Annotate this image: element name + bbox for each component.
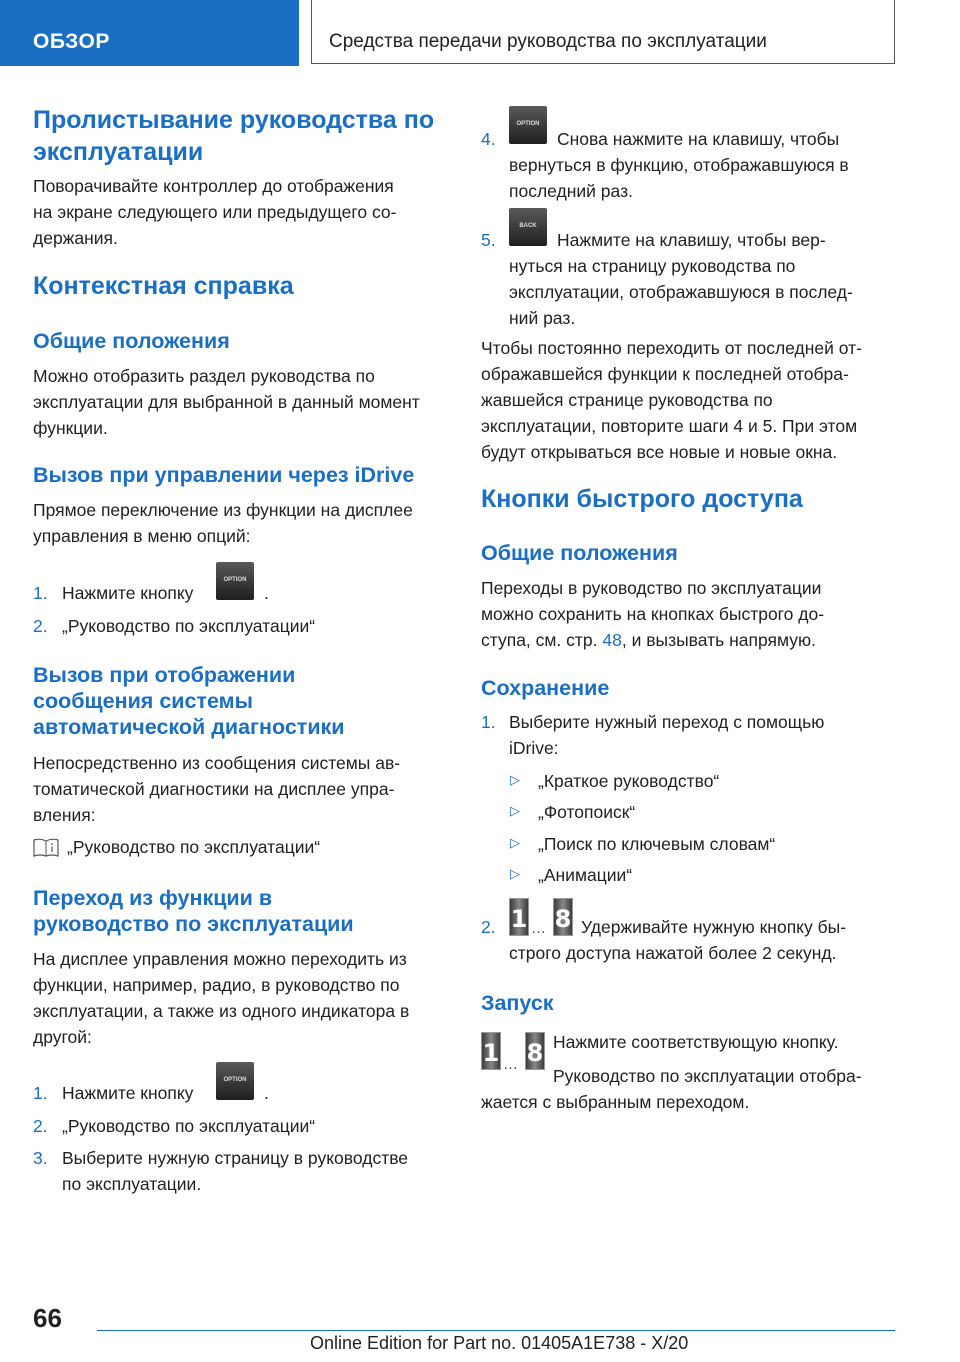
step-text: Снова нажмите на клавишу, чтобы [557,129,840,149]
triangle-right-icon: ▷ [510,772,520,787]
heading-scroll [33,104,434,168]
page-number: 66 [33,1303,62,1333]
step-text: Нажмите кнопку [62,583,194,603]
step-text: строго доступа нажатой более 2 секунд. [509,943,837,963]
paragraph-scroll [33,173,396,251]
ellipsis: … [531,920,546,937]
text-line: Переходы в руководство по эксплуатации [481,578,822,598]
text-line: другой: [33,1027,92,1047]
text-line: ний раз. [509,308,576,328]
step-text: Удерживайте нужную кнопку бы- [581,917,847,937]
text-line: Руководство по эксплуатации отобра- [553,1066,862,1086]
triangle-right-icon: ▷ [510,803,520,818]
step-number: 1. [33,1083,48,1103]
heading-idrive: Вызов при управлении через iDrive [33,463,415,487]
step-text-after: . [264,1083,269,1103]
list-item: „Краткое руководство“ [538,771,720,791]
text-line: держания. [33,228,118,248]
heading-general: Общие положения [481,541,678,565]
text-line: вления: [33,805,96,825]
button-caption: 1 [482,1039,500,1067]
chapter-tab [0,0,299,66]
heading-diagnostics [33,662,345,740]
text-line: iDrive: [509,738,559,758]
page-link[interactable]: 48 [602,630,622,650]
list-item: „Поиск по ключевым словам“ [538,834,776,854]
step-number: 2. [33,1116,48,1136]
text-line: функции. [33,418,108,438]
footer-edition: Online Edition for Part no. 01405A1E738 - X/20 [310,1333,689,1353]
step-number: 2. [33,616,48,636]
text-line: жается с выбранным переходом. [481,1092,750,1112]
button-caption: 8 [554,905,572,933]
heading-line: автоматической диагностики [33,715,345,739]
text-line: ображавшейся функции к последней отобра- [481,364,849,384]
step-text [62,1145,408,1197]
footer-divider [97,1330,895,1331]
button-caption: 8 [526,1039,544,1067]
text-line: управления в меню опций: [33,526,251,546]
step-text: Нажмите кнопку [62,1083,194,1103]
step-number: 4. [481,129,496,149]
heading-start: Запуск [481,991,554,1015]
button-caption: 1 [510,905,528,933]
text-line: функции, например, радио, в руководство по [33,975,400,995]
heading-line: Переход из функции в [33,886,273,910]
triangle-right-icon: ▷ [510,835,520,850]
paragraph-diagnostics [33,750,400,828]
paragraph-persist [481,335,862,465]
text-line: будут открываться все новые и новые окна. [481,442,838,462]
text-segment: , и вызывать напрямую. [621,630,816,650]
running-header-title: Средства передачи руководства по эксплуатации [329,31,767,52]
text-line: На дисплее управления можно переходить из [33,949,407,969]
text-line: можно сохранить на кнопках быстрого до- [481,604,825,624]
paragraph-general [481,575,824,653]
step-text: „Руководство по эксплуатации“ [62,1116,316,1136]
back-button-icon [509,208,547,246]
paragraph-function [33,946,409,1050]
heading-context-help: Контекстная справка [33,272,294,300]
book-info-icon [33,838,59,858]
running-header [311,0,895,64]
paragraph-general [33,363,420,441]
step-text [509,253,853,331]
text-line: последний раз. [509,181,633,201]
favorite-button-1-icon [481,1032,501,1070]
paragraph-idrive [33,497,413,549]
heading-favorites: Кнопки быстрого доступа [481,485,803,513]
text-line: Прямое переключение из функции на дисплее [33,500,413,520]
step-number: 1. [33,583,48,603]
text-segment: ступа, см. стр. [481,630,603,650]
list-item: „Фотопоиск“ [538,802,636,822]
text-line: эксплуатации, повторите шаги 4 и 5. При этом [481,416,858,436]
step-text [509,152,849,204]
heading-save: Сохранение [481,676,610,700]
heading-general: Общие положения [33,329,230,353]
list-item: „Анимации“ [538,865,633,885]
heading-line: эксплуатации [33,138,204,166]
text-line: томатической диагностики на дисплее упра- [33,779,395,799]
button-caption: OPTION [516,121,540,127]
step-text: „Руководство по эксплуатации“ [62,616,316,636]
text-line: Непосредственно из сообщения системы ав- [33,753,401,773]
option-button-icon [216,562,254,600]
heading-line: Вызов при отображении [33,663,296,687]
option-button-icon [216,1062,254,1100]
heading-line: руководство по эксплуатации [33,912,354,936]
text-line: эксплуатации для выбранной в данный момент [33,392,420,412]
button-caption: BACK [519,223,537,229]
diagnostics-item: „Руководство по эксплуатации“ [67,837,321,857]
text-line: Можно отобразить раздел руководства по [33,366,375,386]
text-line: эксплуатации, а также из одного индикатора в [33,1001,410,1021]
step-number: 1. [481,712,496,732]
text-line: Поворачивайте контроллер до отображения [33,176,394,196]
step-text: Нажмите на клавишу, чтобы вер- [557,230,826,250]
text-line: эксплуатации, отображавшуюся в послед- [509,282,853,302]
favorite-button-8-icon [553,898,573,936]
text-line: Нажмите соответствующую кнопку. [553,1032,839,1052]
button-caption: OPTION [223,577,247,583]
step-number: 2. [481,917,496,937]
chapter-title: ОБЗОР [33,30,110,53]
ellipsis: … [503,1056,518,1073]
heading-function [33,885,354,937]
step-text [509,709,824,761]
step-number: 3. [33,1148,48,1168]
heading-line: Пролистывание руководства по [33,106,435,134]
text-line: вернуться в функцию, отображавшуюся в [509,155,849,175]
text-line [481,627,824,653]
text-line: на экране следующего или предыдущего со- [33,202,397,222]
step-number: 5. [481,230,496,250]
favorite-button-1-icon [509,898,529,936]
text-line: Выберите нужную страницу в руководстве [62,1148,409,1168]
text-line: жавшейся странице руководства по [481,390,773,410]
text-line: Чтобы постоянно переходить от последней от- [481,338,862,358]
option-button-icon [509,106,547,144]
step-text-after: . [264,583,269,603]
button-caption: OPTION [223,1077,247,1083]
text-line: по эксплуатации. [62,1174,202,1194]
heading-line: сообщения системы [33,689,253,713]
text-line: нуться на страницу руководства по [509,256,796,276]
text-line: Выберите нужный переход с помощью [509,712,825,732]
triangle-right-icon: ▷ [510,866,520,881]
favorite-button-8-icon [525,1032,545,1070]
